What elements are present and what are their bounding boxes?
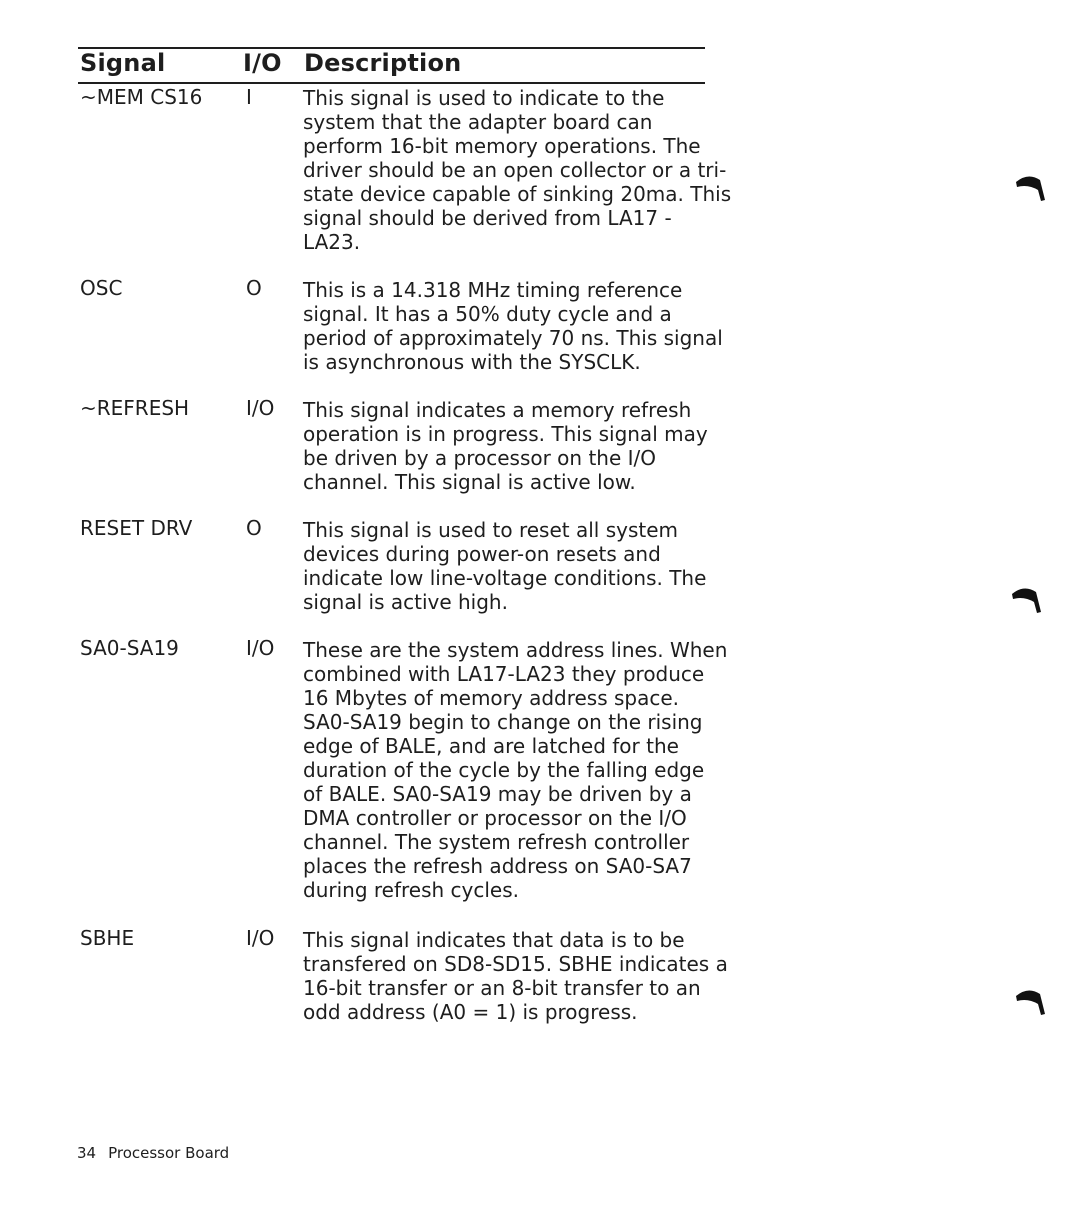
signal-io: I	[246, 85, 252, 109]
column-header-io: I/O	[243, 49, 282, 77]
signal-name: ~REFRESH	[80, 396, 190, 420]
signal-io: O	[246, 276, 262, 300]
description-line: indicate low line-voltage conditions. The	[303, 566, 707, 590]
description-line: be driven by a processor on the I/O	[303, 446, 657, 470]
description-line: transfered on SD8-SD15. SBHE indicates a	[303, 952, 728, 976]
description-line: places the refresh address on SA0-SA7	[303, 854, 692, 878]
footer-section-title: Processor Board	[108, 1144, 230, 1162]
scan-mark-icon	[1010, 584, 1044, 614]
description-line: This is a 14.318 MHz timing reference	[303, 278, 683, 302]
description-line: during refresh cycles.	[303, 878, 520, 902]
signal-description	[303, 398, 708, 494]
description-line: These are the system address lines. When	[303, 638, 728, 662]
signal-name: SA0-SA19	[80, 636, 179, 660]
signal-description	[303, 278, 723, 374]
description-line: odd address (A0 = 1) is progress.	[303, 1000, 638, 1024]
description-line: 16-bit transfer or an 8-bit transfer to an	[303, 976, 701, 1000]
description-line: LA23.	[303, 230, 361, 254]
description-line: This signal is used to indicate to the	[303, 86, 665, 110]
description-line: signal is active high.	[303, 590, 508, 614]
signal-io: I/O	[246, 636, 275, 660]
description-line: duration of the cycle by the falling edge	[303, 758, 705, 782]
table-header-rule	[78, 82, 705, 84]
description-line: This signal indicates that data is to be	[303, 928, 685, 952]
description-line: system that the adapter board can	[303, 110, 653, 134]
description-line: perform 16-bit memory operations. The	[303, 134, 701, 158]
signal-io: O	[246, 516, 262, 540]
description-line: is asynchronous with the SYSCLK.	[303, 350, 641, 374]
description-line: signal should be derived from LA17 -	[303, 206, 672, 230]
description-line: of BALE. SA0-SA19 may be driven by a	[303, 782, 692, 806]
description-line: driver should be an open collector or a tri-	[303, 158, 727, 182]
description-line: This signal indicates a memory refresh	[303, 398, 692, 422]
signal-name: RESET DRV	[80, 516, 193, 540]
description-line: SA0-SA19 begin to change on the rising	[303, 710, 703, 734]
signal-io: I/O	[246, 396, 275, 420]
signal-description	[303, 928, 728, 1024]
description-line: operation is in progress. This signal may	[303, 422, 708, 446]
signal-description	[303, 638, 728, 902]
description-line: DMA controller or processor on the I/O	[303, 806, 687, 830]
signal-name: SBHE	[80, 926, 135, 950]
signal-description	[303, 518, 707, 614]
column-header-description: Description	[304, 49, 462, 77]
description-line: This signal is used to reset all system	[303, 518, 679, 542]
scan-mark-icon	[1014, 172, 1048, 202]
description-line: channel. This signal is active low.	[303, 470, 636, 494]
description-line: 16 Mbytes of memory address space.	[303, 686, 680, 710]
description-line: state device capable of sinking 20ma. This	[303, 182, 732, 206]
description-line: combined with LA17-LA23 they produce	[303, 662, 705, 686]
description-line: signal. It has a 50% duty cycle and a	[303, 302, 672, 326]
scan-mark-icon	[1014, 986, 1048, 1016]
description-line: edge of BALE, and are latched for the	[303, 734, 679, 758]
column-header-signal: Signal	[80, 49, 166, 77]
signal-name: OSC	[80, 276, 123, 300]
signal-name: ~MEM CS16	[80, 85, 203, 109]
page-number: 34	[77, 1144, 97, 1162]
signal-io: I/O	[246, 926, 275, 950]
signal-description	[303, 86, 732, 254]
description-line: devices during power-on resets and	[303, 542, 661, 566]
description-line: period of approximately 70 ns. This signal	[303, 326, 723, 350]
description-line: channel. The system refresh controller	[303, 830, 690, 854]
page-footer	[77, 1143, 229, 1163]
